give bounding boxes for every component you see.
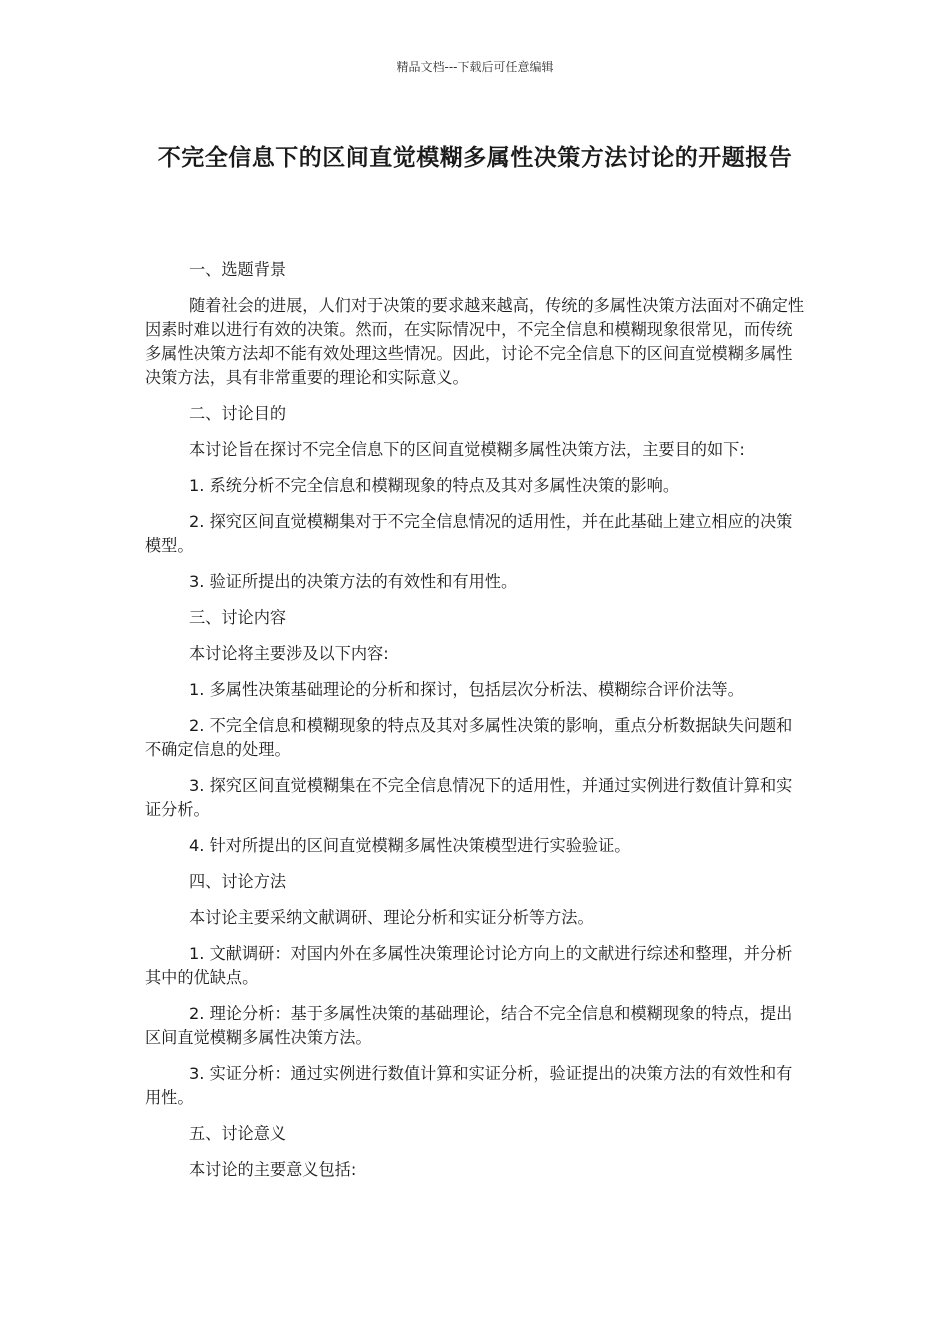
section-heading: 二、讨论目的	[189, 404, 287, 423]
list-item: 3. 探究区间直觉模糊集在不完全信息情况下的适用性，并通过实例进行数值计算和实证分析。	[145, 776, 793, 819]
list-item: 1. 系统分析不完全信息和模糊现象的特点及其对多属性决策的影响。	[189, 476, 680, 495]
list-item: 1. 文献调研：对国内外在多属性决策理论讨论方向上的文献进行综述和整理，并分析其中的优缺点。	[145, 944, 793, 987]
section-heading: 三、讨论内容	[189, 608, 287, 627]
paragraph: 本讨论的主要意义包括:	[189, 1160, 357, 1179]
section-heading: 一、选题背景	[189, 260, 287, 279]
paragraph: 随着社会的进展，人们对于决策的要求越来越高，传统的多属性决策方法面对不确定性因素时难以进行有效的决策。然而，在实际情况中，不完全信息和模糊现象很常见，而传统多属性决策方法却不能有效处理这些情况。因此，讨论不完全信息下的区间直觉模糊多属性决策方法，具有非常重要的理论和实际意义。	[145, 296, 805, 387]
paragraph: 本讨论主要采纳文献调研、理论分析和实证分析等方法。	[189, 908, 594, 927]
section-heading: 四、讨论方法	[189, 872, 287, 891]
list-item: 3. 实证分析：通过实例进行数值计算和实证分析，验证提出的决策方法的有效性和有用性。	[145, 1064, 793, 1107]
paragraph: 本讨论将主要涉及以下内容:	[189, 644, 389, 663]
section-heading: 五、讨论意义	[189, 1124, 287, 1143]
list-item: 2. 理论分析：基于多属性决策的基础理论，结合不完全信息和模糊现象的特点，提出区间直觉模糊多属性决策方法。	[145, 1004, 793, 1047]
list-item: 3. 验证所提出的决策方法的有效性和有用性。	[189, 572, 518, 591]
paragraph: 本讨论旨在探讨不完全信息下的区间直觉模糊多属性决策方法，主要目的如下:	[189, 440, 745, 459]
list-item: 2. 不完全信息和模糊现象的特点及其对多属性决策的影响，重点分析数据缺失问题和不确定信息的处理。	[145, 716, 793, 759]
list-item: 1. 多属性决策基础理论的分析和探讨，包括层次分析法、模糊综合评价法等。	[189, 680, 744, 699]
list-item: 2. 探究区间直觉模糊集对于不完全信息情况的适用性，并在此基础上建立相应的决策模型。	[145, 512, 793, 555]
list-item: 4. 针对所提出的区间直觉模糊多属性决策模型进行实验验证。	[189, 836, 631, 855]
page-header: 精品文档---下载后可任意编辑	[396, 60, 554, 74]
document-body	[145, 258, 805, 1194]
document-title: 不完全信息下的区间直觉模糊多属性决策方法讨论的开题报告	[157, 145, 793, 171]
